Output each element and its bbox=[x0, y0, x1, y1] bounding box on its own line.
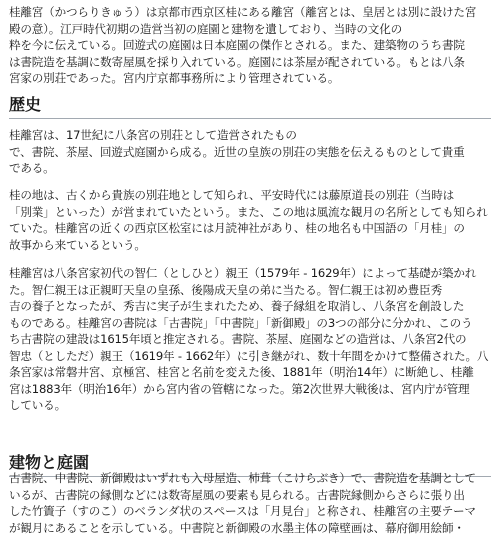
history-paragraph-3: 桂離宮は八条宮家初代の智仁（としひと）親王（1579年 - 1629年）によって基礎が築かれ た。智仁親王は正親町天皇の皇孫、後陽成天皇の弟に当たる。智仁親王は初め豊臣秀 吉の養子となったが、秀吉に実子が生まれたため、養子縁組を取消し、八条宮を創設した ものである。桂離宮の書院は「古書院」「中書院」「新御殿」の3つの部分に分かれ、このう ち古書院の建設は1615年頃と推定される。書院、茶屋、庭園などの造営は、八条宮2代の 智忠（としただ）親王（1619年 - 1662年）に引き継がれ、数十年間をかけて整備された。八 条宮家は常磐井宮、京極宮、桂宮と名前を変えた後、1881年（明治14年）に断絶し、桂離 宮は1883年（明治16年）から宮内省の管轄になった。第2次世界大戦後は、宮内庁が管理 している。 bbox=[9, 266, 489, 412]
buildings-paragraph-1: 古書院、中書院、新御殿はいずれも入母屋造、杮葺（こけらぶき）で、書院造を基調として いるが、古書院の縁側などには数寄屋風の要素も見られる。古書院縁側からさらに張り出 した竹簀子（すのこ）のベランダ状のスペースは「月見台」と称され、桂離宮の主要テーマ が観月にあることを示している。中書院と新御殿の水墨主体の障壁画は、幕府御用絵師・ bbox=[9, 471, 476, 535]
intro-paragraph: 桂離宮（かつらりきゅう）は京都市西京区桂にある離宮（離宮とは、皇居とは別に設けた宮 殿の意）。江戸時代初期の造営当初の庭園と建物を遺しており、当時の文化の 粋を今に伝えている。回遊式の庭園は日本庭園の傑作とされる。また、建築物のうち書院 は書院造を基調に数寄屋風を採り入れている。庭園には茶屋が配されている。もとは八条 宮家の別荘であった。宮内庁京都事務所により管理されている。 bbox=[9, 5, 477, 85]
history-paragraph-2: 桂の地は、古くから貴族の別荘地として知られ、平安時代には藤原道長の別荘（当時は 「別業」といった）が営まれていたという。また、この地は風流な観月の名所としても知られ ていた。桂離宮の近くの西京区松室には月読神社があり、桂の地名も中国語の「月桂」の 故事から来ているという。 bbox=[9, 188, 488, 252]
history-paragraph-1: 桂離宮は、17世紀に八条宮の別荘として造営されたもの で、書院、茶屋、回遊式庭園から成る。近世の皇族の別荘の実態を伝えるものとして貴重 である。 bbox=[9, 128, 465, 175]
section-heading-buildings-and-garden: 建物と庭園 bbox=[9, 452, 491, 477]
section-heading-history: 歴史 bbox=[9, 94, 491, 119]
